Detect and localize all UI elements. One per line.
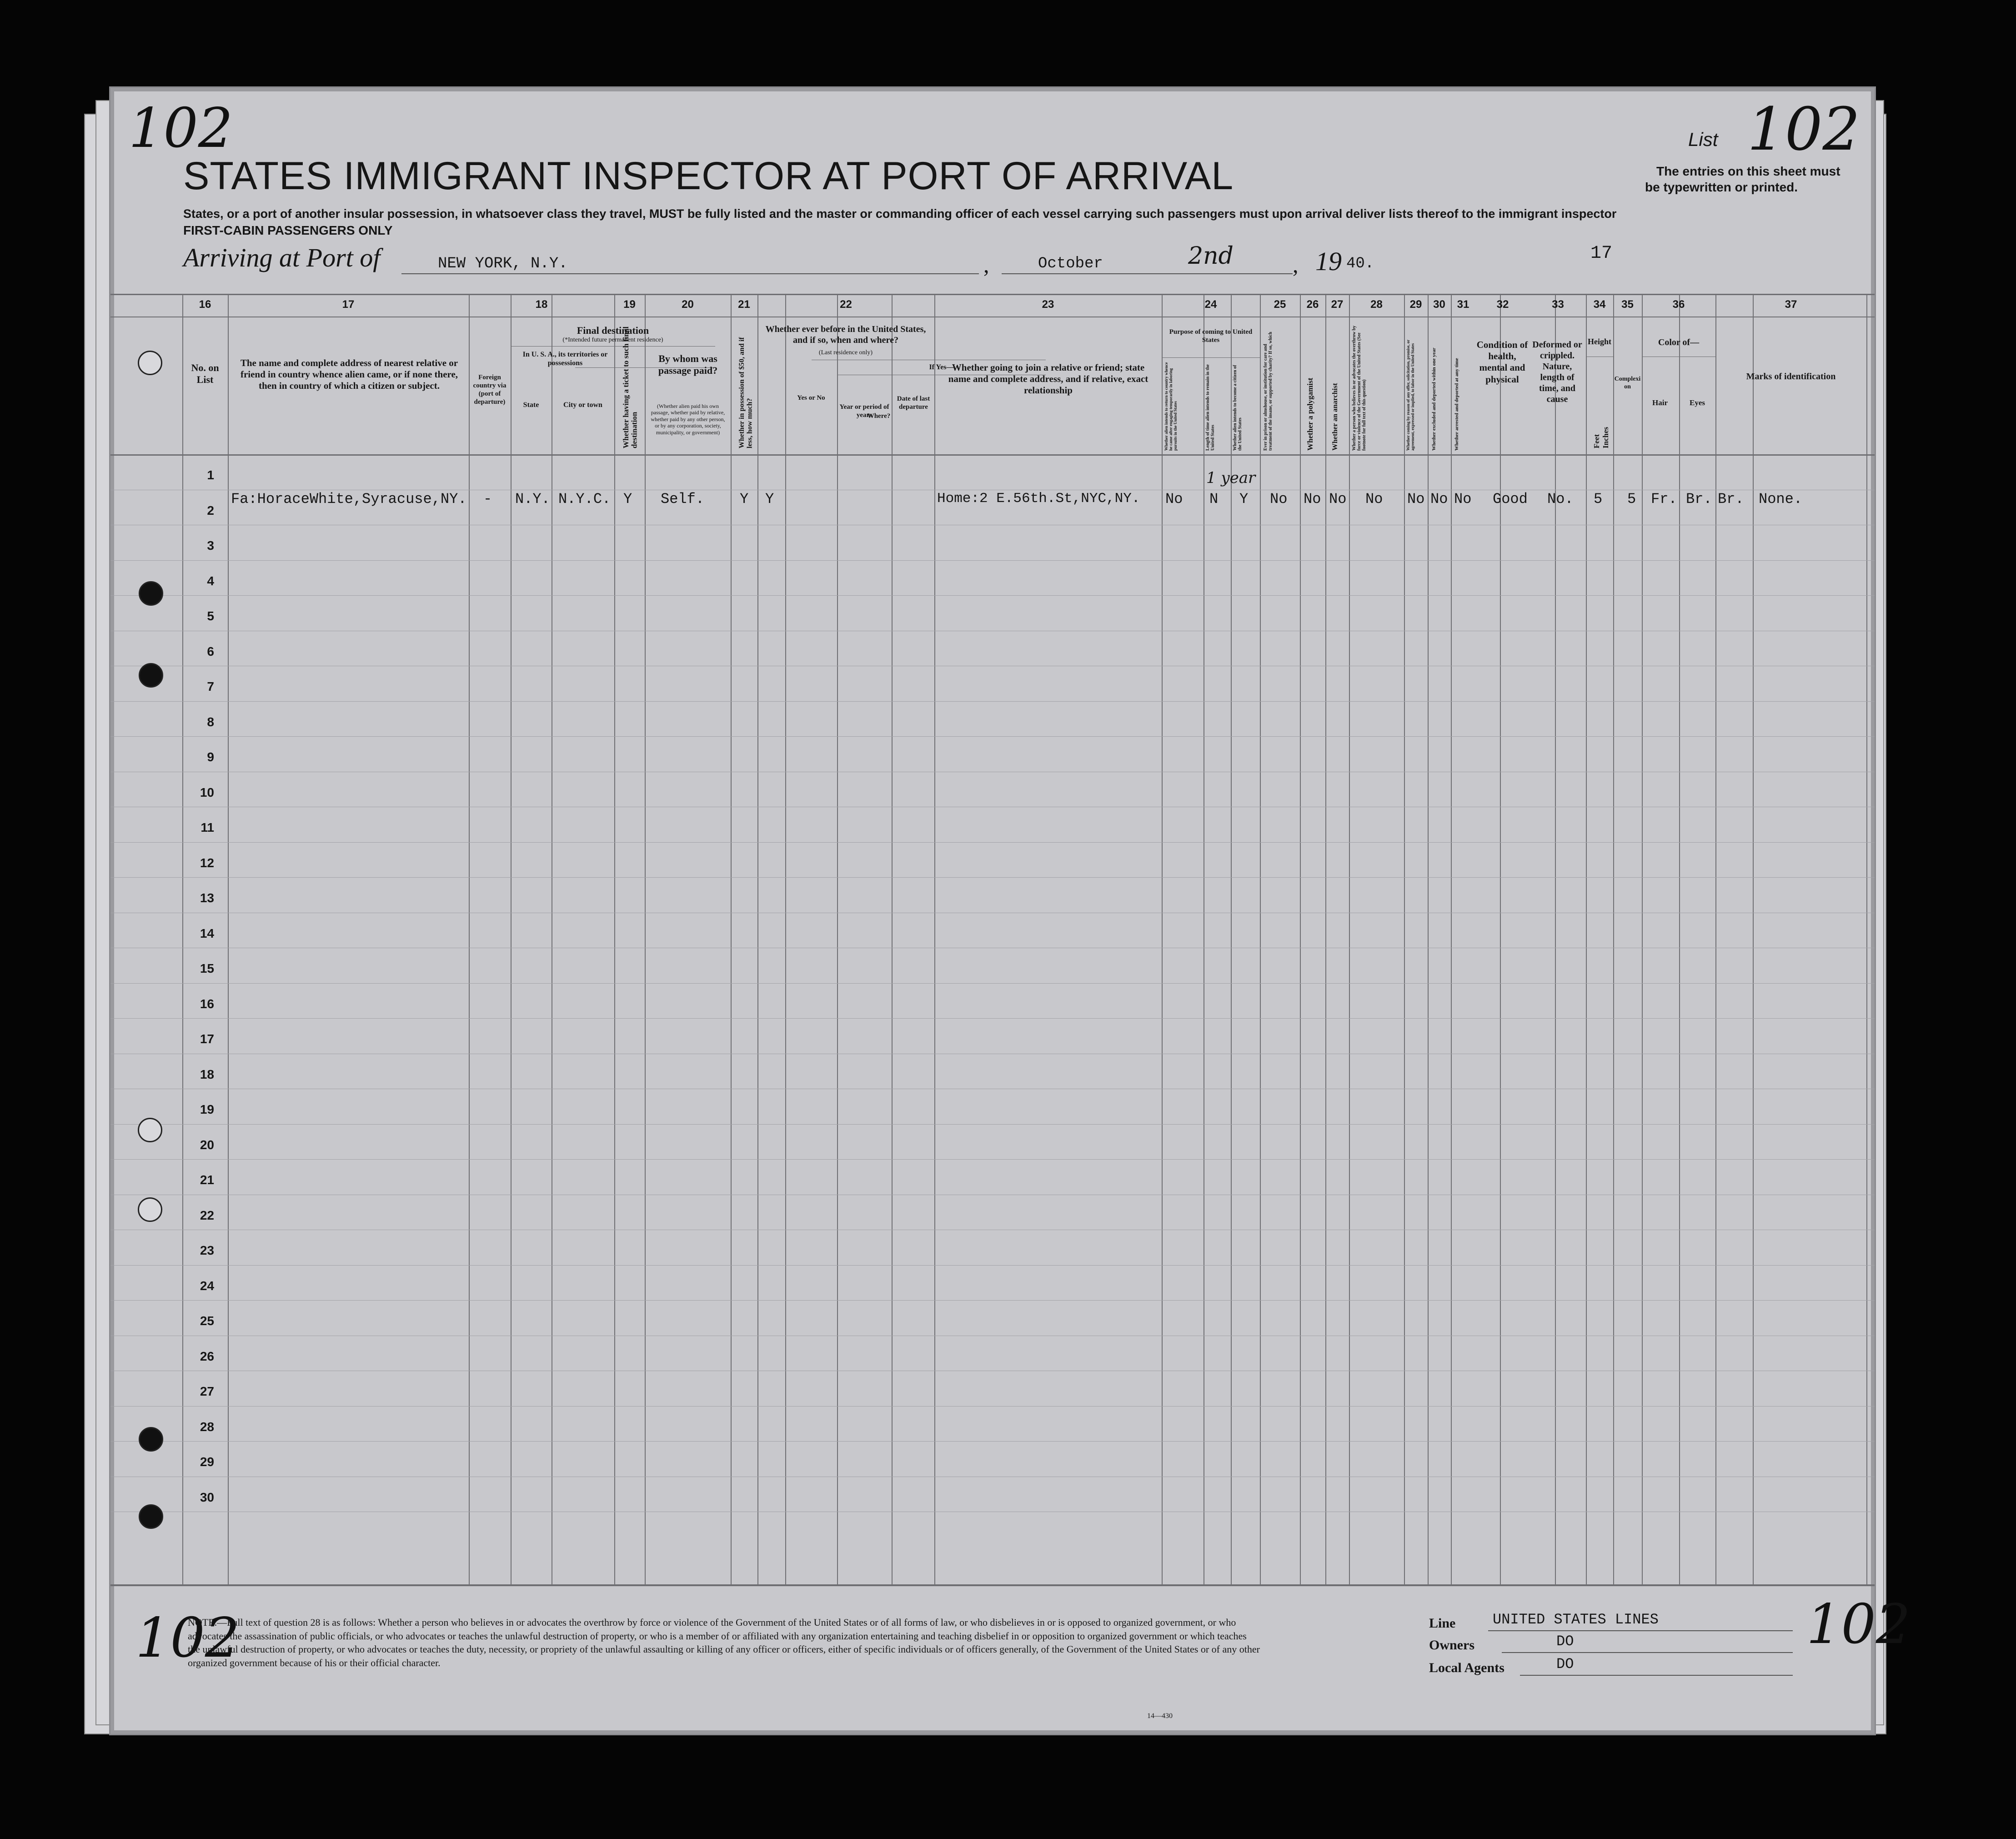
row1-relative: Fa:HoraceWhite,Syracuse,NY. [231,491,467,507]
row-number: 18 [200,1067,214,1081]
date-underline [1002,273,1293,274]
vrule [1613,294,1614,1586]
punch-hole-1 [138,351,162,375]
header-deformed-visible: Deformed or crippled. Nature, length of time, and cause [1532,340,1582,404]
row-number: 20 [200,1137,214,1152]
row-number: 27 [200,1384,214,1398]
row1-joining: Home:2 E.56th.St,NYC,NY. [937,491,1140,507]
row1-inches: 5 [1627,491,1636,507]
header-before-in-us-sub: (Last residence only) [818,349,873,356]
punch-hole-5 [138,1197,162,1222]
vrule [1555,294,1556,1586]
punch-hole-4 [138,1118,162,1142]
vrule [1300,294,1301,1586]
row1-marks: None. [1759,491,1803,507]
vrule [1753,294,1754,1586]
vrule [1404,294,1405,1586]
vrule [645,294,646,1586]
row-number: 21 [200,1173,214,1187]
punch-hole-3 [139,663,163,688]
row-guide-line [110,595,1875,596]
row1-money: Y [740,491,749,507]
list-label: List [1688,129,1718,150]
vrule [511,294,512,1586]
row-number: 8 [207,714,214,729]
row-guide-line [110,736,1875,737]
vrule [1500,294,1501,1586]
row1-foreign-country: - [483,491,492,507]
col-num-28: 28 [1370,298,1383,311]
footer-note: NOTE.—Full text of question 28 is as follows: Whether a person who believes in or advocates the overthrow by force or violence of the Government of the United States or of all forms of law, or who disbelieves in or is opposed to organized government, or who advocates the assassination of public officials, or who advocates or teaches the unlawful destruction of property, or who is a member of or affiliated with any organization entertaining and teaching disbelief in or opposition to organized government or which teaches the unlawful destruction of property, or who advocates or teaches the duty, necessity, or propriety of the unlawful assaulting or killing of any officer or officers, either of specific individuals or of officers generally, of the Government of the United States or of any other organized government because of his or their official character. [188,1617,1260,1669]
row-guide-line [110,560,1875,561]
vrule [757,294,758,1586]
row-number: 1 [207,468,214,482]
row-number: 3 [207,538,214,553]
header-state: State [523,401,539,409]
header-labor-offer: Whether coming by reason of any offer, solicitation, promise, or agreement, expressed or implied, to labor in the United States [1406,340,1415,451]
year-prefix: 19 [1315,246,1342,276]
row-number: 9 [207,750,214,764]
first-cabin-label: FIRST-CABIN PASSENGERS ONLY [183,223,393,237]
row-number: 24 [200,1278,214,1293]
handwritten-list-number-right: 102 [1747,95,1861,164]
sub-rule-18 [511,346,715,347]
header-marks: Marks of identification [1746,372,1836,382]
line-value: UNITED STATES LINES [1493,1611,1659,1628]
vrule [892,294,893,1586]
header-before-in-us: Whether ever before in the United States, and if so, when and where? [765,324,926,345]
handwritten-list-number-left: 102 [129,97,233,160]
vrule [1451,294,1452,1586]
row-guide-line [110,983,1875,984]
header-if-yes: If Yes— [929,363,954,371]
row1-city: N.Y.C. [558,491,611,507]
header-inches: Inches [1601,427,1610,448]
header-passage-paid: By whom was passage paid? [658,353,718,377]
form-number: 14—430 [1147,1712,1173,1720]
row-number: 6 [207,644,214,658]
col-num-33: 33 [1552,298,1564,311]
vrule [1586,294,1587,1586]
row-guide-line [110,1018,1875,1019]
row-guide-line [110,1124,1875,1125]
vrule [1866,294,1867,1586]
row-guide-line [110,1300,1875,1301]
col-num-17: 17 [342,298,355,311]
line-label: Line [1429,1616,1456,1631]
header-purpose-return: Whether alien intends to return to country whence he came after engaging temporarily in laboring pursuits in the United States [1164,362,1178,451]
col-num-29: 29 [1409,298,1422,311]
row-guide-line [110,842,1875,843]
header-polygamist: Whether a polygamist [1306,377,1314,451]
header-hair: Hair [1652,398,1668,407]
row-number: 26 [200,1349,214,1363]
row-number: 15 [200,961,214,975]
port-value: NEW YORK, N.Y. [438,255,568,272]
header-joining: Whether going to join a relative or friend; state name and complete address, and if relative, exact relationship [948,362,1148,396]
row-number: 11 [201,820,214,834]
header-anarchist: Whether an anarchist [1331,383,1339,451]
row-number: 13 [200,891,214,905]
vrule [1231,294,1232,1586]
header-q28: Whether a person who believes in or advocates the overthrow by force or violence of the Government of the United States (See footnote for full text of this question) [1352,326,1367,451]
vrule [469,294,470,1586]
col-num-34: 34 [1593,298,1606,311]
header-yes-no: Yes or No [797,394,825,402]
comma-2: , [1293,252,1299,277]
row1-passage-paid: Self. [661,491,705,507]
col-num-26: 26 [1306,298,1319,311]
row1-length-handwritten: 1 year [1206,469,1256,487]
row-number: 14 [200,926,214,940]
agents-label: Local Agents [1429,1660,1504,1675]
page-title: STATES IMMIGRANT INSPECTOR AT PORT OF ARRIVAL [183,154,1234,198]
row1-deported: No [1454,491,1472,507]
vrule [1325,294,1326,1586]
row-guide-line [110,877,1875,878]
row-number: 29 [200,1455,214,1469]
row-number: 2 [207,503,214,518]
row-guide-line [110,1159,1875,1160]
header-excluded: Whether excluded and deported within one year [1431,347,1437,451]
vrule [1715,294,1716,1586]
row1-before-yes-no: Y [765,491,774,507]
col-num-16: 16 [199,298,211,311]
vrule [731,294,732,1586]
row-number: 25 [200,1314,214,1328]
vrule [228,294,229,1586]
header-city: City or town [563,401,602,409]
col-num-25: 25 [1274,298,1286,311]
row-number: 12 [200,855,214,870]
agents-value: DO [1556,1656,1574,1673]
row1-prison: No [1270,491,1288,507]
col-num-30: 30 [1433,298,1445,311]
header-final-destination-sub: (*Intended future permanent residence) [562,337,663,343]
owners-value: DO [1556,1633,1574,1650]
row1-state: N.Y. [515,491,550,507]
vrule [934,294,935,1586]
entries-note-1: The entries on this sheet must [1656,164,1840,178]
header-feet: Feet [1592,434,1601,448]
row-guide-line [110,1265,1875,1266]
manifest-page [109,86,1911,1735]
row-number: 10 [200,785,214,799]
punch-hole-6 [139,1427,163,1452]
header-ticket: Whether having a ticket to such final destination [622,327,639,448]
header-purpose-length: Length of time alien intends to remain in the United States [1205,364,1215,451]
header-relative: The name and complete address of nearest relative or friend in country whence alien came, or if none there, then in country of which a citizen or subject. [240,357,458,392]
table-bottom-rule [110,1584,1875,1586]
header-purpose-citizen: Whether alien intends to become a citizen of the United States [1233,365,1243,451]
header-bottom-rule [110,454,1875,456]
handwritten-footer-right: 102 [1806,1593,1911,1656]
year-value: 40. [1346,255,1374,272]
col-num-24: 24 [1204,298,1217,311]
port-underline [401,273,979,274]
page-number: 17 [1590,243,1613,264]
line-underline [1488,1630,1793,1631]
header-health: Condition of health, mental and physical [1476,339,1528,385]
comma-1: , [983,252,989,277]
header-years: Year or period of years [839,403,889,419]
vrule [1349,294,1350,1586]
day-value: 2nd [1188,242,1234,270]
col-num-22: 22 [840,298,852,311]
row-number: 28 [200,1419,214,1434]
row1-excluded: No [1430,491,1448,507]
col-num-19: 19 [623,298,636,311]
col-num-18: 18 [535,298,548,311]
row1-length: N [1209,491,1219,507]
row-number: 17 [200,1032,214,1046]
col-num-31: 31 [1457,298,1469,311]
col-num-20: 20 [682,298,694,311]
row1-eyes: Br. [1718,491,1744,507]
row1-return: No [1165,491,1183,507]
vrule [1679,294,1680,1586]
header-final-destination: Final destination [577,325,649,336]
row1-feet: 5 [1594,491,1603,507]
header-in-usa: In U. S. A., its territories or possessions [522,351,608,367]
col-num-23: 23 [1042,298,1054,311]
row1-health: Good [1493,491,1528,507]
vrule [837,294,838,1586]
header-height: Height [1588,337,1611,346]
row1-polygamist: No [1304,491,1321,507]
row-number: 22 [200,1208,214,1222]
punch-hole-2 [139,581,163,606]
header-eyes: Eyes [1690,398,1705,407]
header-passage-paid-sub: (Whether alien paid his own passage, whether paid by relative, whether paid by any other person, or by any corporation, society, municipality, or government) [651,403,725,436]
col-num-37: 37 [1785,298,1797,311]
col-num-21: 21 [738,298,750,311]
header-deported: Whether arrested and deported at any time [1454,358,1459,451]
header-foreign-country: Foreign country via (port of departure) [473,374,507,406]
row1-complexion: Fr. [1651,491,1677,507]
owners-underline [1502,1652,1793,1653]
instruction-line: States, or a port of another insular possession, in whatsoever class they travel, MUST be fully listed and the master or commanding officer of each vessel carrying such passengers must upon arrival deliver lists thereof to the immigrant inspector [183,207,1617,221]
header-where: Where? [867,412,891,420]
row-number: 7 [207,679,214,693]
row1-deformed: No. [1547,491,1574,507]
row-number: 30 [200,1490,214,1504]
owners-label: Owners [1429,1638,1474,1653]
arriving-label: Arriving at Port of [183,243,381,272]
row-number: 5 [207,609,214,623]
row1-anarchist: No [1329,491,1347,507]
col-num-35: 35 [1621,298,1634,311]
entries-note-2: be typewritten or printed. [1645,180,1798,194]
month-value: October [1038,255,1103,272]
row-number: 4 [207,573,214,588]
row1-citizen: Y [1239,491,1249,507]
sub-rule-24 [1162,357,1260,358]
vrule [1260,294,1261,1586]
vrule [1162,294,1163,1586]
col-num-36: 36 [1672,298,1685,311]
row-number: 23 [200,1243,214,1257]
arriving-row [183,242,380,273]
vrule [614,294,615,1586]
header-color: Color of— [1658,337,1700,347]
header-last-departure: Date of last departure [897,395,930,411]
handwritten-footer-left: 102 [135,1607,240,1670]
vrule [1428,294,1429,1586]
row-guide-line [110,1406,1875,1407]
col-num-27: 27 [1331,298,1344,311]
header-complexion: Complexion [1614,376,1641,390]
row1-hair: Br. [1686,491,1712,507]
row1-ticket: Y [623,491,632,507]
row1-q28: No [1365,491,1383,507]
col-num-32: 32 [1496,298,1509,311]
vrule [1642,294,1643,1586]
header-purpose: Purpose of coming to United States [1169,328,1253,344]
row1-labor-offer: No [1407,491,1425,507]
punch-hole-7 [139,1504,163,1529]
row-number: 19 [200,1102,214,1116]
header-prison: Ever in prison or almshouse, or institution for care and treatment of the insane, or supported by charity? If so, which [1263,332,1273,451]
table-top-rule [110,294,1875,295]
vrule [785,294,786,1586]
header-no-on-list: No. on List [191,362,219,386]
manifest-table [110,294,1875,1586]
row-guide-line [110,701,1875,702]
row-number: 16 [200,996,214,1011]
row-guide-line [110,1441,1875,1442]
agents-underline [1520,1675,1793,1676]
header-money: Whether in possession of $50, and if less, how much? [738,337,754,448]
